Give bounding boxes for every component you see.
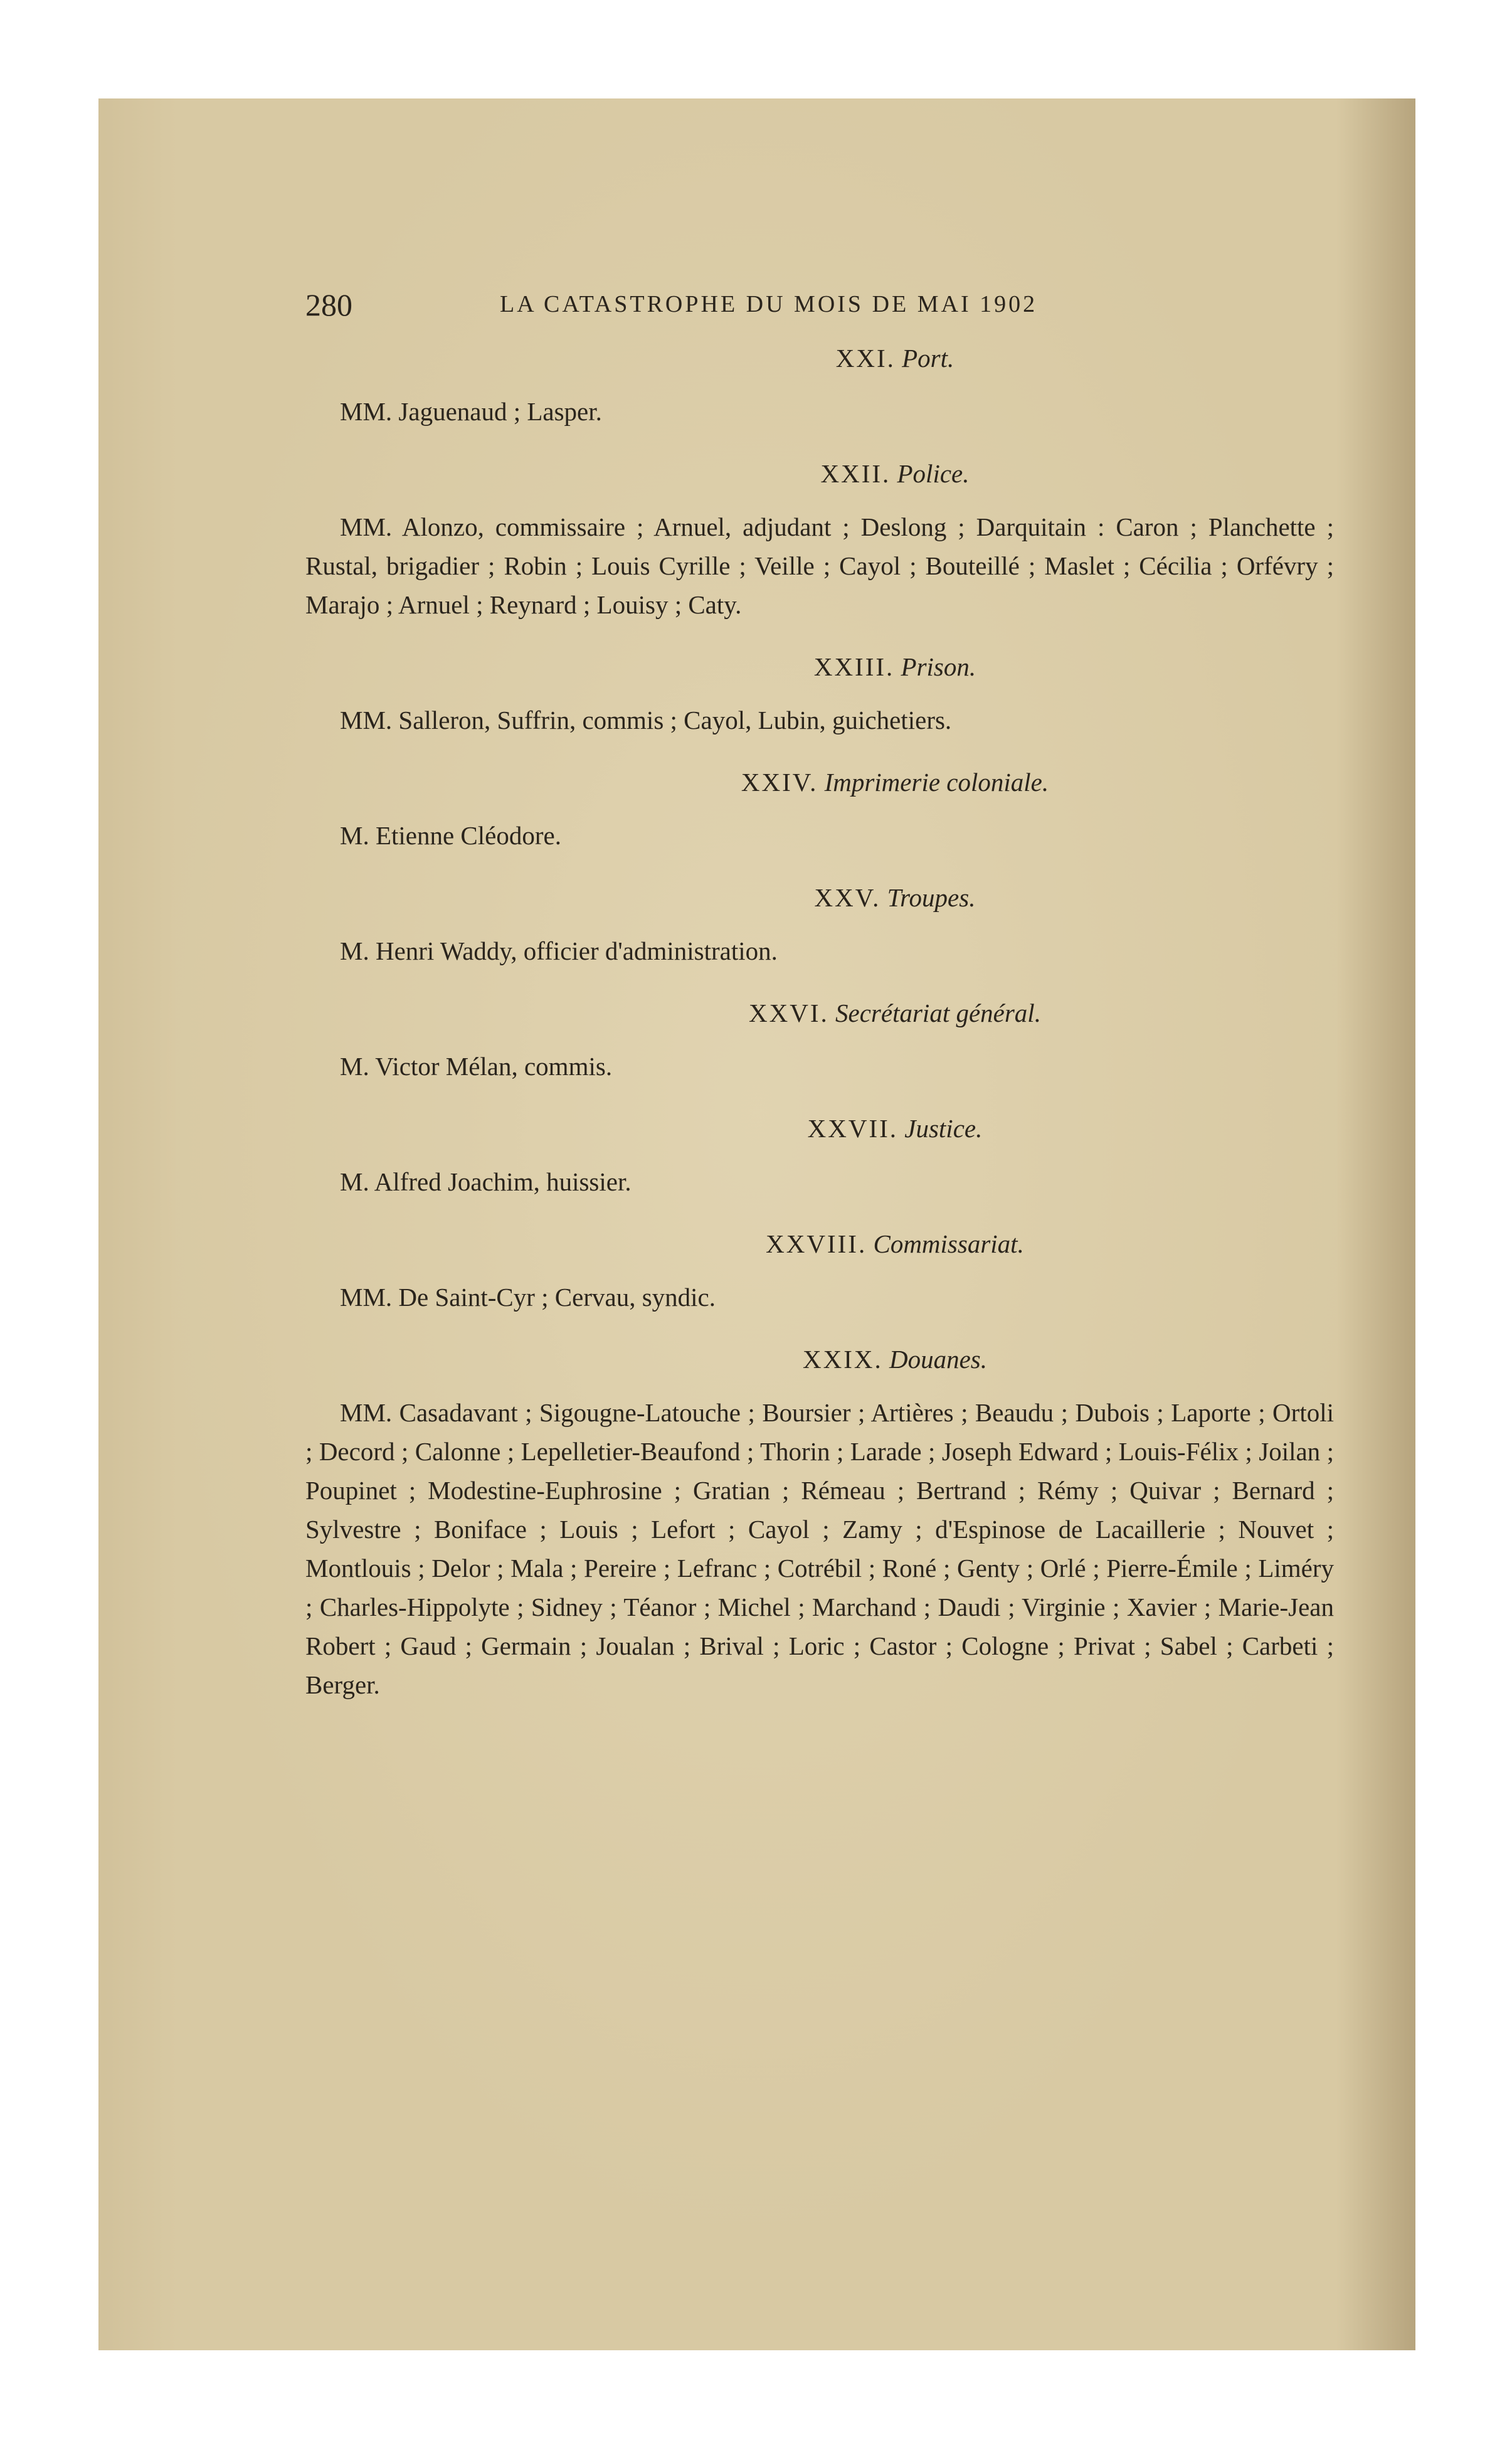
section-port (305, 343, 1334, 431)
section-douanes (305, 1344, 1334, 1704)
section-title: Police. (897, 459, 970, 488)
section-title: Prison. (901, 652, 976, 681)
section-number: XXIV. (741, 768, 818, 797)
section-body: MM. Salleron, Suffrin, commis ; Cayol, Lubin, guichetiers. (340, 706, 952, 734)
section-troupes (305, 883, 1334, 970)
section-heading (305, 998, 1334, 1028)
section-body: M. Victor Mélan, commis. (340, 1052, 613, 1081)
section-heading (305, 1344, 1334, 1374)
section-heading (305, 883, 1334, 913)
section-body: MM. Alonzo, commissaire ; Arnuel, adjudant ; Deslong ; Darquitain : Caron ; Planchette ; Rustal, brigadier ; Robin ; Louis Cyrille ; Veille ; Cayol ; Bouteillé ; Maslet ; Cécilia ; Orfévry ; Marajo ; Arnuel ; Reynard ; Louisy ; Caty. (305, 512, 1334, 619)
section-number: XXV. (814, 883, 881, 912)
section-number: XXVI. (749, 999, 829, 1027)
section-title: Commissariat. (873, 1229, 1024, 1258)
section-prison (305, 652, 1334, 740)
section-heading (305, 1113, 1334, 1143)
section-justice (305, 1113, 1334, 1201)
section-heading (305, 343, 1334, 373)
section-secretariat (305, 998, 1334, 1086)
section-number: XXVIII. (766, 1229, 867, 1258)
section-police (305, 459, 1334, 624)
section-number: XXVII. (807, 1114, 899, 1143)
section-body: M. Henri Waddy, officier d'administration. (340, 936, 778, 965)
section-heading (305, 459, 1334, 489)
section-commissariat (305, 1229, 1334, 1317)
section-title: Secrétariat général. (835, 999, 1041, 1027)
section-body: M. Etienne Cléodore. (340, 821, 561, 850)
running-head-title: LA CATASTROPHE DU MOIS DE MAI 1902 (500, 291, 1038, 317)
section-title: Douanes. (889, 1345, 987, 1374)
section-body: MM. Jaguenaud ; Lasper. (340, 397, 602, 426)
page-number: 280 (305, 287, 352, 322)
section-title: Imprimerie coloniale. (824, 768, 1049, 797)
book-page (98, 98, 1415, 2350)
section-heading (305, 1229, 1334, 1259)
section-body: MM. De Saint-Cyr ; Cervau, syndic. (340, 1283, 716, 1312)
section-body: M. Alfred Joachim, huissier. (340, 1167, 632, 1196)
section-title: Justice. (904, 1114, 983, 1143)
section-title: Port. (902, 344, 954, 373)
section-number: XXIX. (803, 1345, 883, 1374)
section-body: MM. Casadavant ; Sigougne-Latouche ; Boursier ; Artières ; Beaudu ; Dubois ; Laporte ; Ortoli ; Decord ; Calonne ; Lepelletier-Beaufond ; Thorin ; Larade ; Joseph Edward ; Louis-Félix ; Joilan ; Poupinet ; Modestine-Euphrosine ; Gratian ; Rémeau ; Bertrand ; Rémy ; Quivar ; Bernard ; Sylvestre ; Boniface ; Louis ; Lefort ; Cayol ; Zamy ; d'Espinose de Lacaillerie ; Nouvet ; Montlouis ; Delor ; Mala ; Pereire ; Lefranc ; Cotrébil ; Roné ; Genty ; Orlé ; Pierre-Émile ; Liméry ; Charles-Hippolyte ; Sidney ; Téanor ; Michel ; Marchand ; Daudi ; Virginie ; Xavier ; Marie-Jean Robert ; Gaud ; Germain ; Joualan ; Brival ; Loric ; Castor ; Cologne ; Privat ; Sabel ; Carbeti ; Berger. (305, 1398, 1334, 1699)
section-number: XXI. (835, 344, 896, 373)
page-content (305, 287, 1334, 1732)
section-number: XXIII. (813, 652, 895, 681)
section-number: XXII. (820, 459, 891, 488)
section-heading (305, 767, 1334, 797)
section-title: Troupes. (887, 883, 976, 912)
section-imprimerie (305, 767, 1334, 855)
running-head (305, 287, 1334, 343)
section-heading (305, 652, 1334, 682)
